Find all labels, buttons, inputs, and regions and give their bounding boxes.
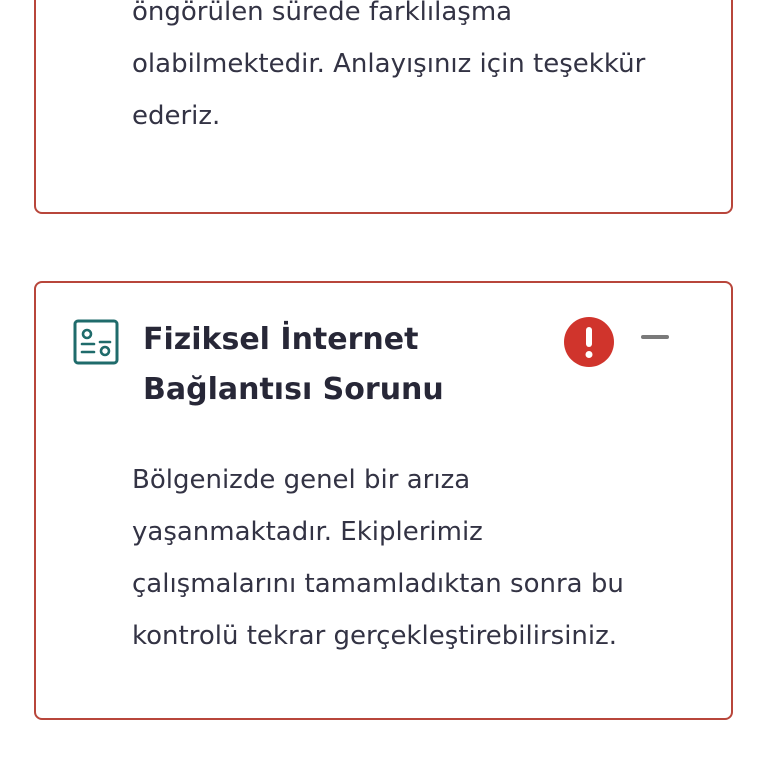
minus-icon (641, 335, 669, 339)
previous-card-line-2: olabilmektedir. Anlayışınız için teşekkür (132, 49, 646, 79)
issue-message-line-4: kontrolü tekrar gerçekleştirebilirsiniz. (132, 621, 618, 651)
previous-status-card (34, 0, 733, 214)
issue-title-line-2: Bağlantısı Sorunu (143, 372, 444, 407)
physical-connection-issue-card (34, 281, 733, 720)
collapse-button[interactable] (633, 322, 673, 352)
previous-card-line-3: ederiz. (132, 101, 221, 131)
issue-message-line-2: yaşanmaktadır. Ekiplerimiz (132, 517, 483, 547)
issue-message (132, 454, 712, 662)
issue-title-line-1: Fiziksel İnternet (143, 322, 419, 357)
issue-message-line-3: çalışmalarını tamamladıktan sonra bu (132, 569, 624, 599)
issue-title (143, 315, 543, 415)
previous-card-line-1: öngörülen sürede farklılaşma (132, 0, 513, 27)
exclamation-alert-icon (563, 316, 615, 368)
issue-message-line-1: Bölgenizde genel bir arıza (132, 465, 471, 495)
previous-card-message (132, 0, 712, 142)
modem-icon (73, 319, 119, 365)
